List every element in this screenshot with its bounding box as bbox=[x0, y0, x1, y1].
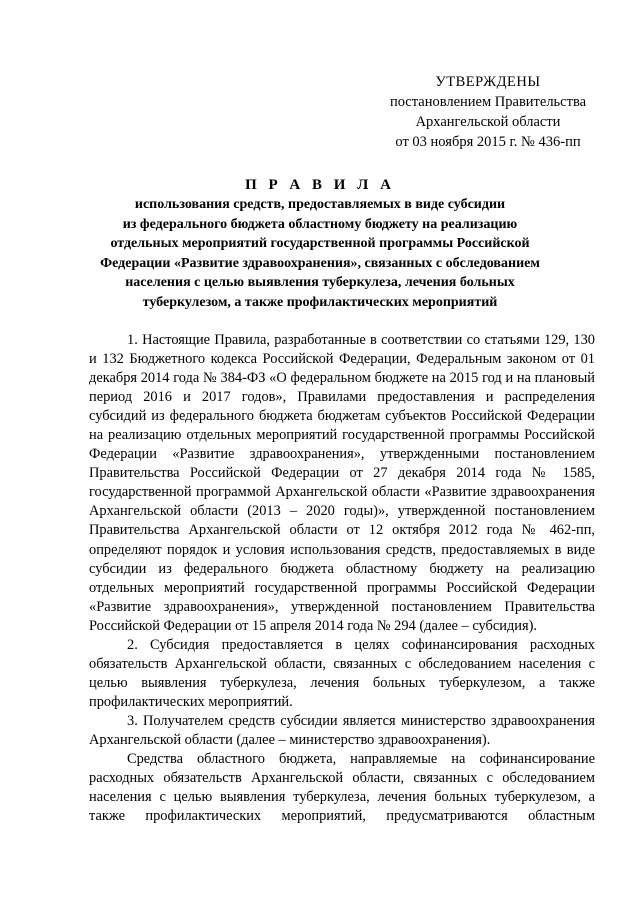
approval-date-number: от 03 ноября 2015 г. № 436-пп bbox=[395, 134, 581, 150]
paragraph-3: 3. Получателем средств субсидии является министерство здравоохранения Архангельской области (далее – министерство здравоохранения). bbox=[89, 712, 595, 748]
title-line: использования средств, предоставляемых в виде субсидии bbox=[134, 197, 506, 212]
approval-line: постановлением Правительства bbox=[389, 94, 587, 110]
title-line: из федерального бюджета областному бюджету на реализацию bbox=[122, 216, 518, 232]
document-body bbox=[89, 331, 595, 826]
title-line: отдельных мероприятий государственной программы Российской bbox=[110, 236, 530, 251]
approval-line: Архангельской области bbox=[415, 114, 561, 130]
title-line: населения с целью выявления туберкулеза, лечения больных bbox=[125, 275, 515, 290]
approval-stamp bbox=[373, 72, 603, 152]
paragraph-2: 2. Субсидия предоставляется в целях софинансирования расходных обязательств Архангельской области, связанных с обследованием населения с целью выявления туберкулеза, лечения больных туберкулезом, а также профилактических мероприятий. bbox=[89, 636, 595, 710]
paragraph-4: Средства областного бюджета, направляемые на софинансирование расходных обязательств Архангельской области, связанных с обследованием населения с целью выявления туберкулеза, лечения больных туберкулезом, а также профилактических мероприятий, предусматриваются областным bbox=[89, 751, 595, 825]
title-line: туберкулезом, а также профилактических мероприятий bbox=[142, 294, 498, 310]
paragraph-1: 1. Настоящие Правила, разработанные в соответствии со статьями 129, 130 и 132 Бюджетного кодекса Российской Федерации, Федеральным законом от 01 декабря 2014 года № 384-ФЗ «О федеральном бюджете на 2015 год и на плановый период 2016 и 2017 годов», Правилами предоставления и распределения субсидий из федерального бюджета бюджетам субъектов Российской Федерации на реализацию отдельных мероприятий государственной программы Российской Федерации «Развитие здравоохранения», утвержденными постановлением Правительства Российской Федерации от 27 декабря 2014 года № 1585, государственной программой Архангельской области «Развитие здравоохранения Архангельской области (2013 – 2020 годы)», утвержденной постановлением Правительства Архангельской области от 12 октября 2012 года № 462-пп, определяют порядок и условия использования средств, предоставляемых в виде субсидии из федерального бюджета областному бюджету на реализацию отдельных мероприятий государственной программы Российской Федерации «Развитие здравоохранения», утвержденной постановлением Правительства Российской Федерации от 15 апреля 2014 года № 294 (далее – субсидия). bbox=[89, 332, 595, 634]
title-line: Федерации «Развитие здравоохранения», связанных с обследованием bbox=[100, 255, 540, 271]
title-heading: П Р А В И Л А bbox=[245, 177, 395, 193]
approval-heading: УТВЕРЖДЕНЫ bbox=[435, 74, 541, 90]
document-title bbox=[70, 175, 570, 312]
